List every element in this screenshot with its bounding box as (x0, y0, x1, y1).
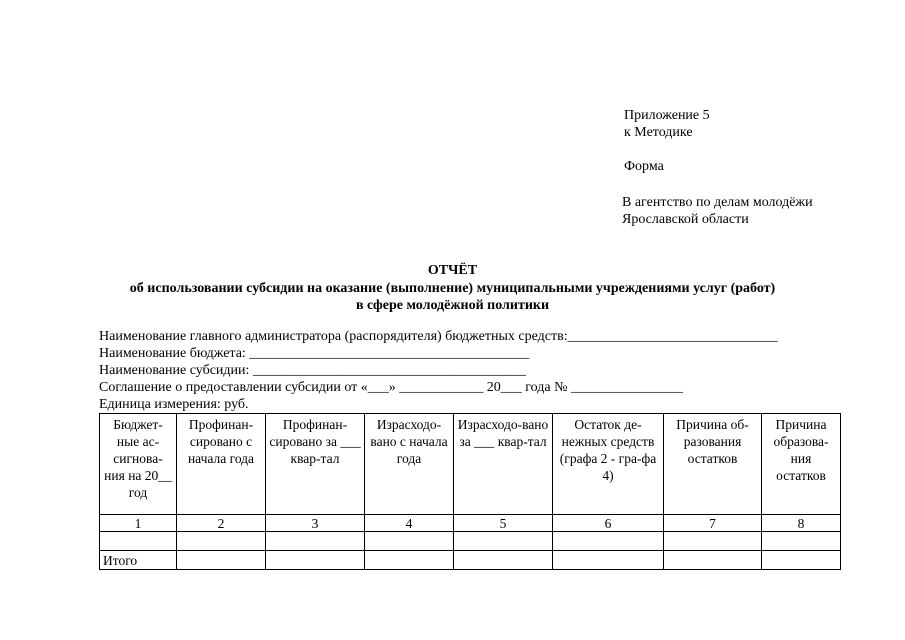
subsidy-field: Наименование субсидии: _______________________________________ (99, 363, 526, 378)
appendix-reference: к Методике (624, 125, 693, 140)
form-label: Форма (624, 159, 664, 174)
table-cell (454, 551, 553, 570)
table-column-numbers-row (100, 515, 841, 532)
table-cell (266, 532, 365, 551)
column-number: 4 (365, 515, 454, 532)
report-subtitle-line-1: об использовании субсидии на оказание (выполнение) муниципальными учреждениями услуг (работ) (129, 281, 776, 296)
table-total-row (100, 551, 841, 570)
header-spent-since-year-start: Израсходо-вано с начала года (365, 414, 454, 515)
table-cell (664, 532, 762, 551)
budget-field: Наименование бюджета: ________________________________________ (99, 346, 530, 361)
header-funded-since-year-start: Профинан-сировано с начала года (177, 414, 266, 515)
unit-field: Единица измерения: руб. (99, 397, 249, 412)
header-remaining-funds: Остаток де-нежных средств (графа 2 - гра-фа 4) (553, 414, 664, 515)
administrator-field: Наименование главного администратора (распорядителя) бюджетных средств:______________________________ (99, 329, 778, 344)
table-cell (664, 551, 762, 570)
table-cell (177, 551, 266, 570)
column-number: 3 (266, 515, 365, 532)
table-cell (553, 551, 664, 570)
table-cell (177, 532, 266, 551)
report-title: ОТЧЁТ (427, 263, 478, 278)
agreement-field: Соглашение о предоставлении субсидии от «___» ____________ 20___ года № ________________ (99, 380, 683, 395)
column-number: 7 (664, 515, 762, 532)
table-cell (762, 532, 841, 551)
table-cell (553, 532, 664, 551)
report-table (99, 413, 841, 570)
header-spent-for-quarter: Израсходо-вано за ___ квар-тал (454, 414, 553, 515)
header-budget-allocations: Бюджет-ные ас-сигнова-ния на 20__ год (100, 414, 177, 515)
recipient-line-2: Ярославской области (622, 212, 749, 227)
table-cell (365, 551, 454, 570)
column-number: 1 (100, 515, 177, 532)
table-row (100, 532, 841, 551)
header-reason-for-remainder-2: Причина образова-ния остатков (762, 414, 841, 515)
table-cell (100, 532, 177, 551)
column-number: 8 (762, 515, 841, 532)
recipient-line-1: В агентство по делам молодёжи (622, 195, 813, 210)
column-number: 2 (177, 515, 266, 532)
report-subtitle-line-2: в сфере молодёжной политики (355, 298, 550, 313)
table-cell (454, 532, 553, 551)
column-number: 5 (454, 515, 553, 532)
table-cell (266, 551, 365, 570)
header-funded-for-quarter: Профинан-сировано за ___ квар-тал (266, 414, 365, 515)
column-number: 6 (553, 515, 664, 532)
table-cell (762, 551, 841, 570)
appendix-label: Приложение 5 (624, 108, 710, 123)
table-cell (365, 532, 454, 551)
total-label: Итого (100, 551, 177, 570)
table-header-row (100, 414, 841, 515)
header-reason-for-remainder: Причина об-разования остатков (664, 414, 762, 515)
